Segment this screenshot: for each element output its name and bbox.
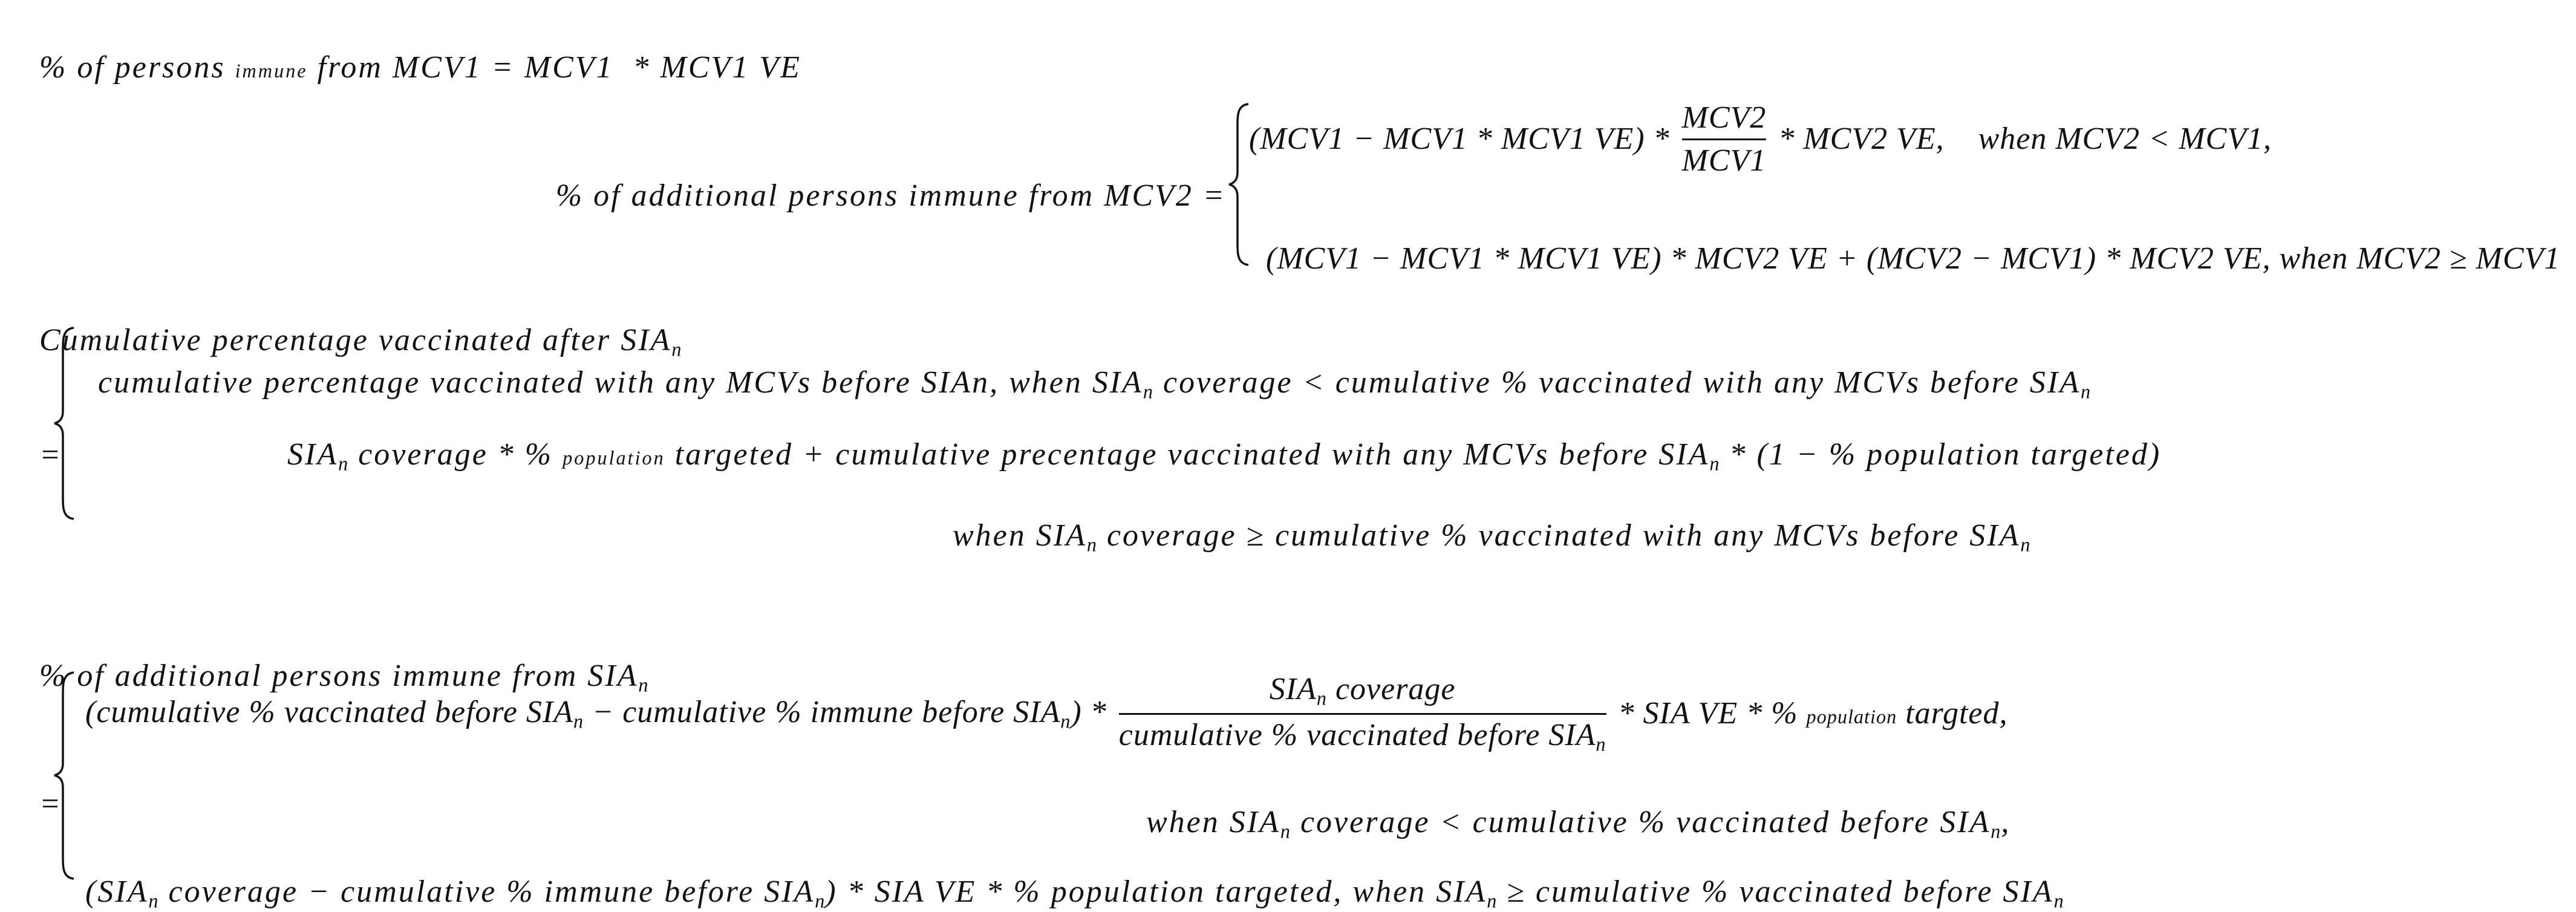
text-run: coverage < cumulative % vaccinated before SIA — [1290, 805, 1991, 839]
small-text: immune — [235, 60, 308, 82]
equation-cumulative-case2 — [268, 408, 2161, 474]
equation-text — [85, 694, 1115, 732]
text-run: ≥ cumulative % vaccinated before SIA — [1497, 875, 2054, 909]
equation-text — [1249, 123, 1678, 155]
text-run: coverage ≥ cumulative % vaccinated with any MCVs before SIA — [1097, 518, 2021, 553]
left-brace-icon — [53, 327, 77, 520]
text-run: coverage * % — [348, 437, 563, 472]
text-run: MCV2 — [1681, 100, 1767, 135]
subscript: n — [1280, 820, 1291, 842]
text-run: when SIA — [953, 518, 1087, 553]
text-run: Cumulative percentage vaccinated after SIA — [39, 323, 672, 357]
text-run: % of additional persons immune from SIA — [39, 659, 639, 693]
fraction-denominator — [1682, 145, 1767, 177]
text-run: targeted + cumulative precentage vaccinated with any MCVs before SIA — [665, 437, 1710, 472]
subscript: n — [671, 338, 682, 360]
text-run: , — [2001, 805, 2011, 839]
text-run: ) * SIA VE * % population targeted, when SIA — [825, 875, 1487, 909]
fraction-numerator — [1269, 671, 1456, 709]
subscript: n — [338, 452, 349, 475]
fraction — [1682, 102, 1767, 177]
text-run: − cumulative % immune before SIA — [584, 694, 1061, 729]
equation-mcv2-lhs — [536, 149, 1226, 212]
text-run: (cumulative % vaccinated before SIA — [85, 694, 573, 729]
equation-text — [1610, 698, 2008, 729]
subscript: n — [2081, 380, 2092, 403]
fraction-denominator — [1118, 717, 1606, 755]
equation-sia-case1 — [85, 671, 2008, 756]
text-run: MCV1 — [1681, 143, 1767, 178]
equation-mcv2-case2 — [1249, 212, 2560, 275]
text-run: ) * — [1071, 694, 1115, 729]
text-run: * (1 − % population targeted) — [1720, 437, 2162, 472]
small-text: population — [1806, 706, 1897, 728]
equation-text — [98, 365, 2092, 403]
equation-text — [39, 50, 801, 85]
equation-text — [85, 875, 2064, 912]
subscript: n — [1316, 687, 1327, 709]
subscript: n — [1991, 820, 2001, 842]
subscript: n — [573, 710, 584, 732]
fraction-bar — [1119, 713, 1606, 715]
text-run: (SIA — [85, 875, 149, 909]
fraction-numerator — [1682, 102, 1767, 134]
subscript: n — [2053, 890, 2064, 912]
text-run: % of persons — [39, 50, 235, 85]
text-run: SIA — [287, 437, 339, 472]
subscript: n — [1709, 452, 1720, 475]
fraction-bar — [1682, 138, 1767, 140]
equation-sia-case2 — [66, 845, 2064, 911]
equation-cumulative-case1 — [79, 336, 2091, 402]
equation-text — [1770, 123, 2272, 155]
text-run: SIA — [1269, 671, 1317, 706]
text-run: targted, — [1897, 696, 2008, 731]
subscript: n — [815, 890, 826, 912]
small-text: population — [562, 447, 665, 469]
equation-text — [556, 178, 1226, 213]
equation-mcv1-immune — [20, 21, 801, 83]
equation-cumulative-case2-condition — [933, 489, 2031, 555]
text-run: coverage — [1326, 671, 1456, 706]
subscript: n — [1487, 890, 1498, 912]
subscript: n — [638, 674, 649, 696]
left-brace-icon — [1228, 103, 1252, 266]
equation-text — [1266, 241, 2560, 276]
text-run: (MCV1 − MCV1 * MCV1 VE) * MCV2 VE + (MCV2 − MCV1) * MCV2 VE, when MCV2 ≥ MCV1 — [1266, 241, 2561, 276]
subscript: n — [1143, 380, 1154, 403]
equation-text: = — [39, 438, 63, 472]
equation-mcv2-case1 — [1249, 100, 2272, 178]
fraction — [1118, 671, 1606, 755]
text-run: * SIA VE * % — [1609, 696, 1807, 731]
text-run: % of additional persons immune from MCV2 = — [555, 178, 1226, 213]
subscript: n — [1596, 733, 1606, 755]
equation-text — [287, 437, 2162, 475]
text-run: when SIA — [1146, 805, 1280, 839]
subscript: n — [1060, 710, 1071, 732]
equation-text: = — [39, 787, 63, 821]
equation-text — [1146, 805, 2011, 842]
text-run: * MCV2 VE, when MCV2 < MCV1, — [1770, 122, 2272, 156]
text-run: coverage − cumulative % immune before SIA — [158, 875, 815, 909]
text-run: coverage < cumulative % vaccinated with any MCVs before SIA — [1153, 365, 2081, 400]
text-run: cumulative percentage vaccinated with any MCVs before SIAn, when SIA — [98, 365, 1143, 400]
subscript: n — [2020, 533, 2031, 556]
equation-sia-case1-condition — [1127, 775, 2010, 841]
text-run: (MCV1 − MCV1 * MCV1 VE) * — [1249, 122, 1678, 156]
text-run: cumulative % vaccinated before SIA — [1118, 717, 1596, 752]
subscript: n — [148, 890, 159, 912]
equation-text — [953, 518, 2031, 556]
text-run: from MCV1 = MCV1 * MCV1 VE — [307, 50, 801, 85]
subscript: n — [1086, 533, 1097, 556]
